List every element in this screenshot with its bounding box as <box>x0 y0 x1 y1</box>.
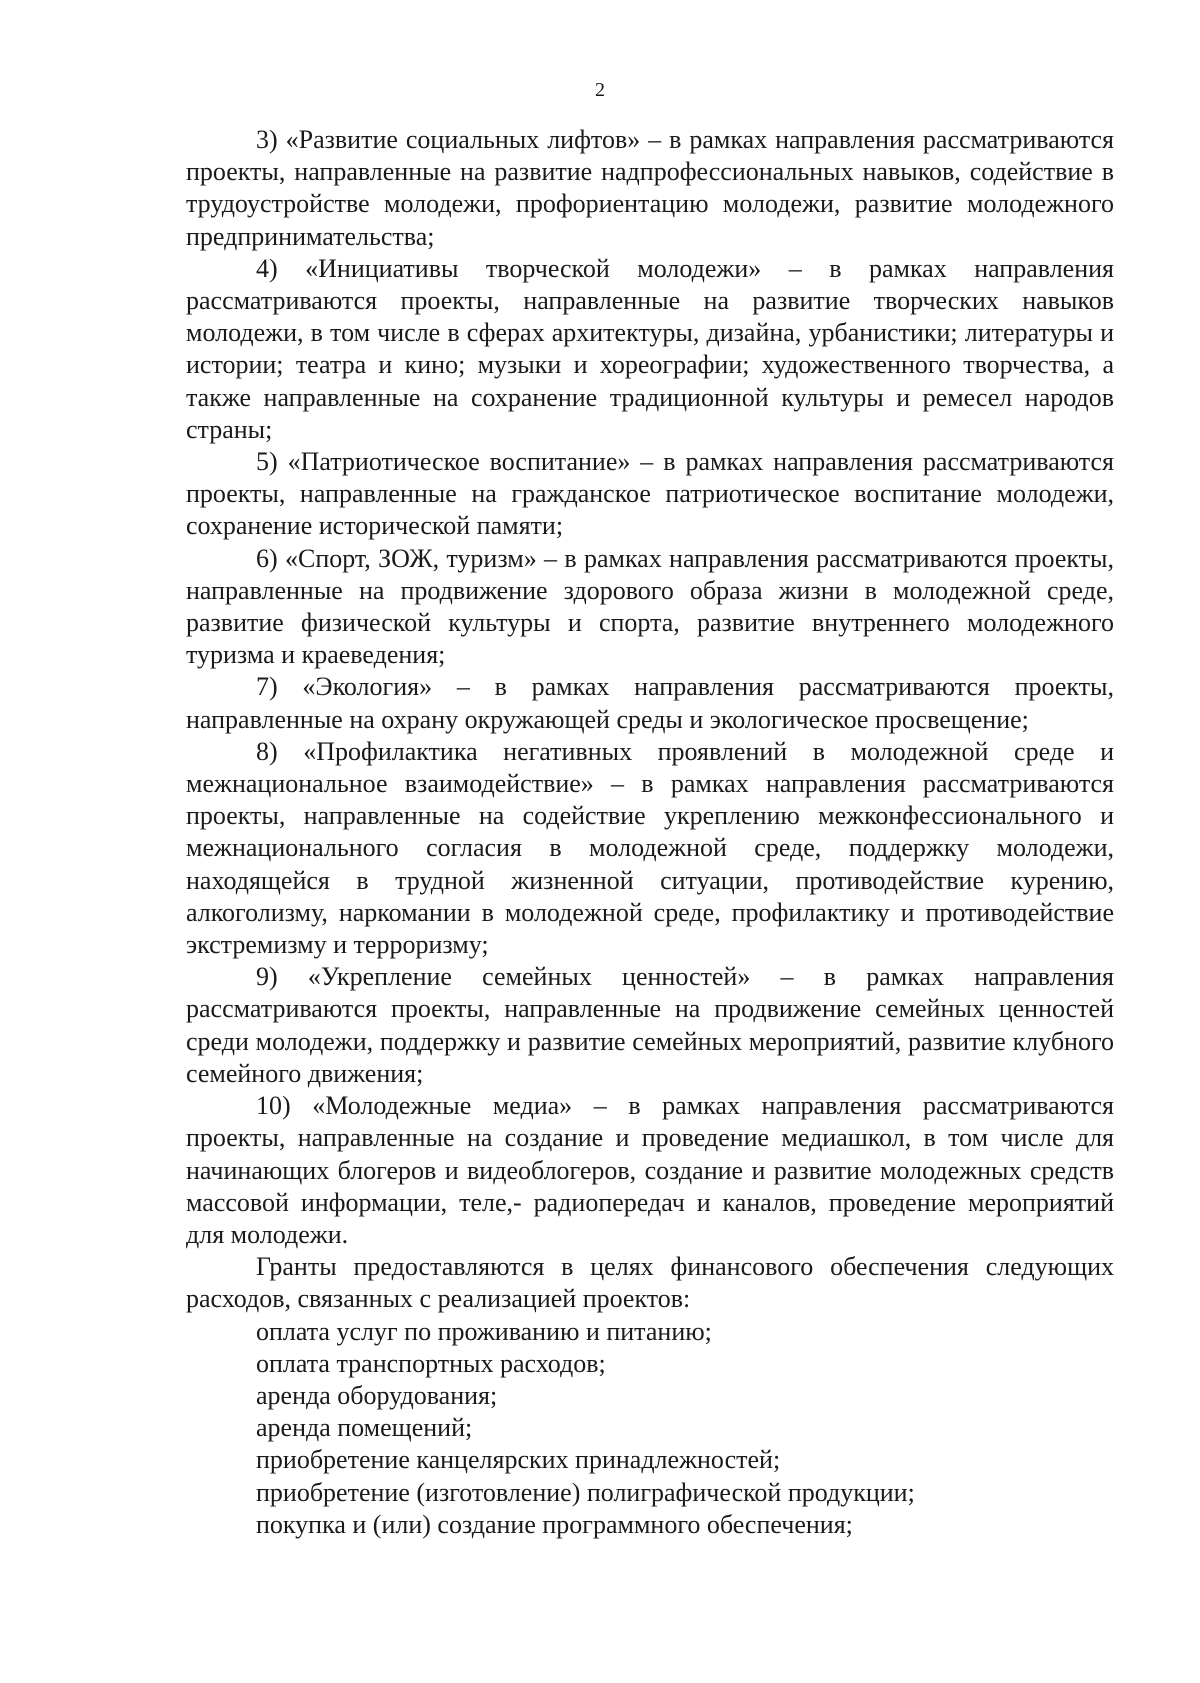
paragraph-ecology: 7) «Экология» – в рамках направления рассматриваются проекты, направленные на охрану окружающей среды и экологическое просвещение; <box>186 672 1114 734</box>
expense-item: аренда помещений; <box>256 1413 473 1443</box>
paragraph-social-lifts: 3) «Развитие социальных лифтов» – в рамках направления рассматриваются проекты, направленные на развитие надпрофессиональных навыков, содействие в трудоустройстве молодежи, профориентацию молодежи, развитие молодежного предпринимательства; <box>186 125 1114 251</box>
expense-item: оплата транспортных расходов; <box>256 1348 606 1378</box>
expense-item: аренда оборудования; <box>256 1380 498 1410</box>
paragraph-family-values: 9) «Укрепление семейных ценностей» – в рамках направления рассматриваются проекты, направленные на продвижение семейных ценностей среди молодежи, поддержку и развитие семейных мероприятий, развитие клубного семейного движения; <box>186 962 1114 1088</box>
document-body <box>186 124 1114 1541</box>
paragraph-sport-tourism: 6) «Спорт, ЗОЖ, туризм» – в рамках направления рассматриваются проекты, направленные на продвижение здорового образа жизни в молодежной среде, развитие физической культуры и спорта, развитие внутреннего молодежного туризма и краеведения; <box>186 543 1114 670</box>
paragraph-creative-youth: 4) «Инициативы творческой молодежи» – в рамках направления рассматриваются проекты, направленные на развитие творческих навыков молодежи, в том числе в сферах архитектуры, дизайна, урбанистики; литературы и истории; театра и кино; музыки и хореографии; художественного творчества, а также направленные на сохранение традиционной культуры и ремесел народов страны; <box>186 253 1114 444</box>
paragraph-patriotic-education: 5) «Патриотическое воспитание» – в рамках направления рассматриваются проекты, направленные на гражданское патриотическое воспитание молодежи, сохранение исторической памяти; <box>186 447 1114 541</box>
expense-item: покупка и (или) создание программного обеспечения; <box>256 1509 853 1539</box>
expense-item: приобретение канцелярских принадлежностей; <box>256 1445 781 1475</box>
page-number: 2 <box>595 79 605 101</box>
expense-item: приобретение (изготовление) полиграфической продукции; <box>256 1477 915 1507</box>
paragraph-prevention: 8) «Профилактика негативных проявлений в молодежной среде и межнациональное взаимодействие» – в рамках направления рассматриваются проекты, направленные на содействие укреплению межконфессионального и межнационального согласия в молодежной среде, поддержку молодежи, находящейся в трудной жизненной ситуации, противодействие курению, алкоголизму, наркомании в молодежной среде, профилактику и противодействие экстремизму и терроризму; <box>186 736 1114 960</box>
expense-item: оплата услуг по проживанию и питанию; <box>256 1316 712 1346</box>
paragraph-grants-intro: Гранты предоставляются в целях финансового обеспечения следующих расходов, связанных с реализацией проектов: <box>186 1252 1114 1314</box>
paragraph-youth-media: 10) «Молодежные медиа» – в рамках направления рассматриваются проекты, направленные на создание и проведение медиашкол, в том числе для начинающих блогеров и видеоблогеров, создание и развитие молодежных средств массовой информации, теле,- радиопередач и каналов, проведение мероприятий для молодежи. <box>186 1091 1114 1249</box>
